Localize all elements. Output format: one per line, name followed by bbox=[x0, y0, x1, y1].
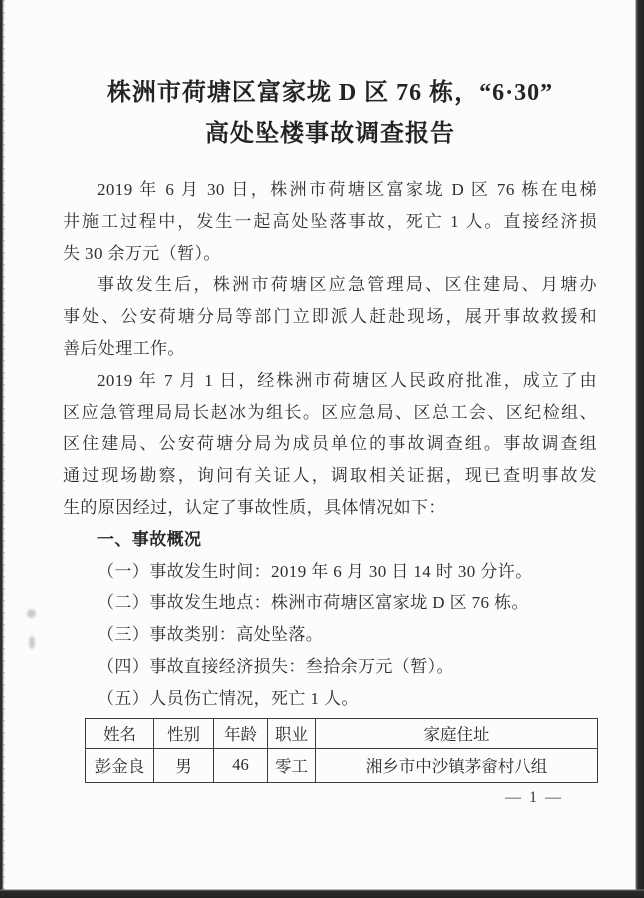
table-header-row bbox=[86, 718, 598, 748]
body-line: 2019 年 6 月 30 日，株洲市荷塘区富家垅 D 区 76 栋在电梯 bbox=[97, 180, 597, 199]
body-line: 事处、公安荷塘分局等部门立即派人赶赴现场，展开事故救援和 bbox=[63, 307, 597, 327]
report-title-line-1: 株洲市荷塘区富家垅 D 区 76 栋，“6·30” bbox=[106, 80, 554, 106]
table-header-cell: 家庭住址 bbox=[316, 718, 598, 748]
scan-edge-left bbox=[0, 0, 4, 898]
table-header-cell: 职业 bbox=[268, 718, 316, 748]
body-line: （三）事故类别：高处坠落。 bbox=[97, 625, 324, 645]
body-line: 2019 年 7 月 1 日，经株洲市荷塘区人民政府批准，成立了由 bbox=[97, 370, 597, 390]
page-content bbox=[63, 0, 597, 807]
scan-edge-right bbox=[635, 0, 644, 898]
smudge-mark bbox=[27, 609, 36, 618]
body-line: 井施工过程中，发生一起高处坠落事故，死亡 1 人。直接经济损 bbox=[63, 211, 597, 231]
casualty-table-body bbox=[86, 718, 598, 782]
table-cell: 男 bbox=[154, 748, 214, 782]
table-row bbox=[86, 748, 598, 782]
table-cell: 46 bbox=[214, 748, 268, 782]
table-header-cell: 姓名 bbox=[86, 718, 154, 748]
body-line: 通过现场勘察，询问有关证人，调取相关证据，现已查明事故发 bbox=[63, 466, 597, 486]
body-line: 生的原因经过，认定了事故性质，具体情况如下： bbox=[63, 497, 446, 517]
casualty-table bbox=[85, 718, 598, 783]
body-line: （一）事故发生时间：2019 年 6 月 30 日 14 时 30 分许。 bbox=[97, 561, 533, 581]
body-line: 事故发生后，株洲市荷塘区应急管理局、区住建局、月塘办 bbox=[97, 275, 597, 295]
body-line: 失 30 余万元（暂）。 bbox=[63, 243, 221, 263]
page-number: — 1 — bbox=[505, 788, 563, 806]
body-line: （四）事故直接经济损失：叁拾余万元（暂）。 bbox=[97, 656, 454, 676]
smudge-mark bbox=[29, 636, 35, 649]
body-line: 区应急管理局局长赵冰为组长。区应急局、区总工会、区纪检组、 bbox=[63, 402, 597, 422]
table-header-cell: 性别 bbox=[154, 718, 214, 748]
table-cell: 零工 bbox=[268, 748, 316, 782]
body-line: 善后处理工作。 bbox=[63, 338, 185, 358]
table-cell: 彭金良 bbox=[86, 748, 154, 782]
body-text bbox=[63, 174, 597, 715]
section-heading: 一、事故概况 bbox=[97, 529, 202, 549]
table-header-cell: 年龄 bbox=[214, 718, 268, 748]
table-cell: 湘乡市中沙镇茅畲村八组 bbox=[316, 748, 598, 782]
body-line: 区住建局、公安荷塘分局为成员单位的事故调查组。事故调查组 bbox=[63, 434, 597, 454]
report-title-line-2: 高处坠楼事故调查报告 bbox=[205, 121, 455, 147]
body-line: （二）事故发生地点：株洲市荷塘区富家垅 D 区 76 栋。 bbox=[97, 593, 529, 613]
scan-edge-bottom bbox=[0, 889, 644, 898]
report-title bbox=[63, 73, 597, 155]
body-line: （五）人员伤亡情况，死亡 1 人。 bbox=[97, 688, 359, 708]
